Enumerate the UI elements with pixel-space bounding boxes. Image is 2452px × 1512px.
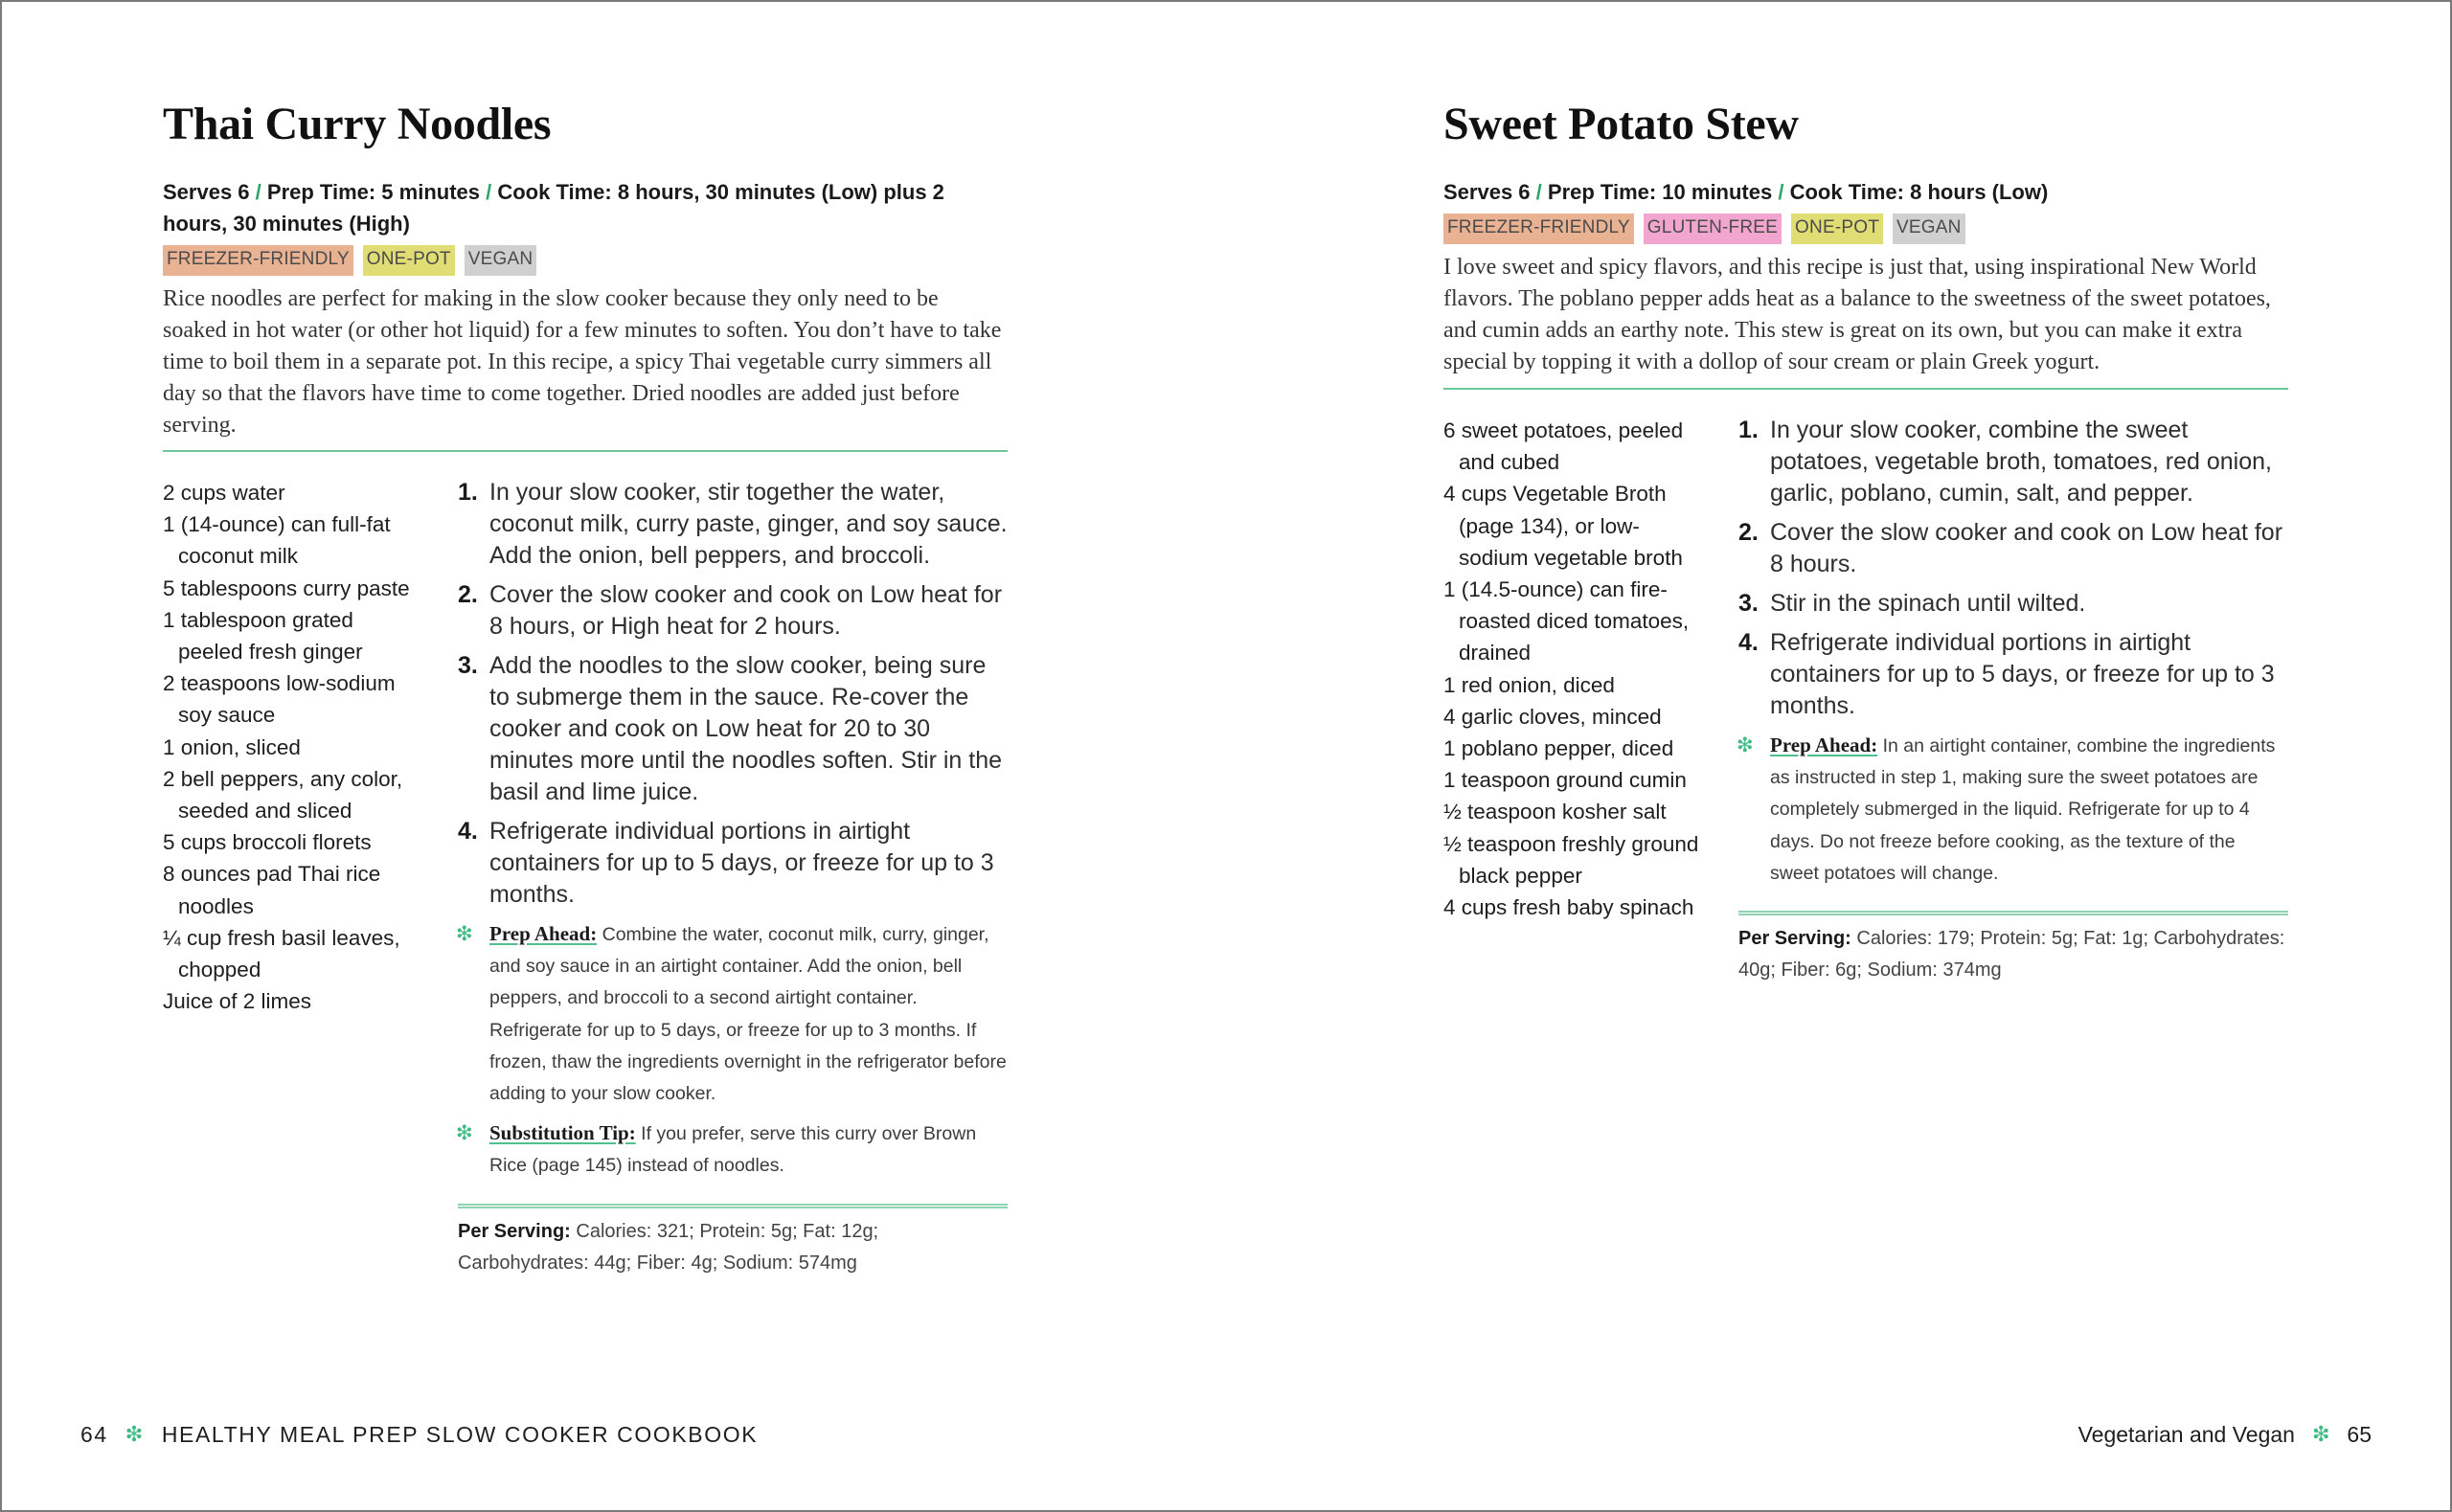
per-serving-label: Per Serving: [1738,928,1851,950]
step-item [1738,517,2288,580]
serves: Serves 6 [163,180,250,204]
step-text: Stir in the spinach until wilted. [1770,590,2086,617]
instructions [1738,415,2288,986]
ingredient-item: 1 tablespoon grated peeled fresh ginger [163,607,363,665]
tip-substitution [458,1117,1008,1182]
tip-label: Prep Ahead: [489,922,598,945]
divider [1443,388,2288,390]
instructions [458,477,1008,1279]
step-text: Cover the slow cooker and cook on Low heat for 8 hours, or High heat for 2 hours. [489,581,1003,640]
tag-freezer-friendly: FREEZER-FRIENDLY [1443,214,1634,244]
ingredient-list [1443,415,1702,923]
step-item [1738,415,2288,509]
ingredient-item: 2 teaspoons low-sodium soy sauce [163,671,396,728]
step-number: 4. [458,818,478,845]
step-item [458,816,1008,911]
recipe-thai-curry-noodles [163,94,1008,1274]
ingredient-item: 2 cups water [163,481,285,505]
step-text: Add the noodles to the slow cooker, being sure to submerge them in the sauce. Re-cover the cooker and cook on Low heat for 20 to 30 minutes more until the noodles soften. Stir in the basil and lime juice. [489,652,1003,805]
divider [163,450,1008,452]
tip-label: Prep Ahead: [1770,733,1878,756]
tag-one-pot: ONE-POT [1791,214,1883,244]
page-number-left: 64 [80,1422,108,1447]
step-item [1738,588,2288,620]
book-title: HEALTHY MEAL PREP SLOW COOKER COOKBOOK [161,1422,759,1447]
per-serving-label: Per Serving: [458,1220,571,1242]
sparkle-icon: ❇ [456,1122,473,1145]
ingredient-item: 1 poblano pepper, diced [1443,736,1674,761]
ingredient-item: Juice of 2 limes [163,989,312,1014]
ingredient-item: 2 bell peppers, any color, seeded and sliced [163,766,403,824]
recipe-sweet-potato-stew [1443,94,2288,982]
ingredient-item: 6 sweet potatoes, peeled and cubed [1443,418,1684,475]
tip-label: Substitution Tip: [489,1121,636,1145]
recipe-title: Thai Curry Noodles [163,99,552,149]
step-number: 1. [458,479,478,506]
ingredient-item: ½ teaspoon kosher salt [1443,800,1667,824]
tip-prep-ahead [1738,730,2288,890]
step-item [458,579,1008,643]
ingredient-item: 1 teaspoon ground cumin [1443,768,1687,793]
prep-time: Prep Time: 10 minutes [1547,180,1773,204]
separator: / [255,180,267,204]
footer-right [2078,1417,2372,1452]
separator: / [486,180,498,204]
tip-list [458,918,1008,1183]
ingredient-item: 4 cups Vegetable Broth (page 134), or low-sodium vegetable broth [1443,482,1683,570]
ingredient-item: 1 red onion, diced [1443,672,1615,697]
ingredient-list [163,477,421,1017]
step-text: In your slow cooker, combine the sweet potatoes, vegetable broth, tomatoes, red onion, garlic, poblano, cumin, salt, and pepper. [1770,417,2272,507]
sparkle-icon: ❇ [456,923,473,945]
sparkle-icon: ❇ [2311,1422,2330,1446]
per-serving [458,1204,1008,1279]
ingredient-item: ½ teaspoon freshly ground black pepper [1443,831,1699,888]
prep-time: Prep Time: 5 minutes [266,180,480,204]
step-item [458,650,1008,808]
step-list [458,477,1008,911]
step-item [1738,627,2288,722]
step-number: 3. [458,652,478,679]
step-text: In your slow cooker, stir together the water, coconut milk, curry paste, ginger, and soy sauce. Add the onion, bell peppers, and broccoli. [489,479,1008,569]
ingredient-item: 4 cups fresh baby spinach [1443,895,1694,920]
ingredient-item: 1 (14.5-ounce) can fire-roasted diced tomatoes, drained [1443,577,1690,666]
tag-one-pot: ONE-POT [363,245,455,276]
step-number: 1. [1738,417,1759,443]
ingredient-item: 1 (14-ounce) can full-fat coconut milk [163,512,391,569]
ingredient-item: 5 tablespoons curry paste [163,575,410,600]
separator: / [1778,180,1790,204]
recipe-meta [1443,176,2288,208]
step-number: 4. [1738,629,1759,656]
tip-text: Combine the water, coconut milk, curry, ginger, and soy sauce in an airtight container. Add the onion, bell peppers, and broccoli to a second airtight container. Refrigerate for up to 5 days, or freeze for up to 3 months. If frozen, thaw the ingredients overnight in the refrigerator before adding to your slow cooker. [489,924,1007,1105]
tag-list [163,245,1008,276]
tag-freezer-friendly: FREEZER-FRIENDLY [163,245,353,276]
tip-list [1738,730,2288,890]
recipe-title: Sweet Potato Stew [1443,99,1799,149]
section-title: Vegetarian and Vegan [2077,1422,2295,1447]
tip-text: In an airtight container, combine the ingredients as instructed in step 1, making sure the sweet potatoes are completely submerged in the liquid. Refrigerate for up to 4 days. Do not freeze before cooking, as the texture of the sweet potatoes will change. [1770,735,2276,884]
cook-time: Cook Time: 8 hours (Low) [1789,180,2049,204]
tip-text: If you prefer, serve this curry over Brown Rice (page 145) instead of noodles. [489,1123,977,1177]
step-number: 2. [458,581,478,608]
tag-list [1443,214,2288,244]
step-text: Refrigerate individual portions in airtight containers for up to 5 days, or freeze for up to 3 months. [489,818,994,908]
tag-vegan: VEGAN [1893,214,1965,244]
step-number: 2. [1738,519,1759,546]
sparkle-icon: ❇ [1737,734,1754,756]
tag-vegan: VEGAN [465,245,537,276]
recipe-meta [163,176,1008,239]
step-list [1738,415,2288,722]
ingredient-item: 4 garlic cloves, minced [1443,704,1662,729]
recipe-intro: I love sweet and spicy flavors, and this recipe is just that, using inspirational New World flavors. The poblano pepper adds heat as a balance to the sweetness of the sweet potatoes, and cumin adds an earthy note. This stew is great on its own, but you can make it extra special by topping it with a dollop of sour cream or plain Greek yogurt. [1443,255,2271,374]
per-serving-text: Calories: 321; Protein: 5g; Fat: 12g; Carbohydrates: 44g; Fiber: 4g; Sodium: 574mg [458,1220,879,1274]
tip-prep-ahead [458,918,1008,1110]
ingredient-item: 1 onion, sliced [163,734,301,759]
separator: / [1535,180,1548,204]
ingredient-item: 5 cups broccoli florets [163,830,372,855]
recipe-intro: Rice noodles are perfect for making in the slow cooker because they only need to be soaked in hot water (or other hot liquid) for a few minutes to soften. You don’t have to take time to boil them in a separate pot. In this recipe, a spicy Thai vegetable curry simmers all day so that the flavors have time to come together. Dried noodles are added just before serving. [163,286,1002,438]
step-item [458,477,1008,572]
ingredient-item: 8 ounces pad Thai rice noodles [163,862,381,918]
footer-left [80,1417,758,1452]
ingredient-item: ¼ cup fresh basil leaves, chopped [163,925,400,982]
page-number-right: 65 [2347,1422,2372,1447]
per-serving-text: Calories: 179; Protein: 5g; Fat: 1g; Carbohydrates: 40g; Fiber: 6g; Sodium: 374mg [1738,928,2285,982]
cook-time: Cook Time: 8 hours, 30 minutes (Low) plus 2 hours, 30 minutes (High) [163,180,944,236]
serves: Serves 6 [1443,180,1531,204]
step-text: Cover the slow cooker and cook on Low heat for 8 hours. [1770,519,2283,577]
tag-gluten-free: GLUTEN-FREE [1644,214,1782,244]
step-number: 3. [1738,590,1759,617]
per-serving [1738,911,2288,986]
step-text: Refrigerate individual portions in airtight containers for up to 5 days, or freeze for up to 3 months. [1770,629,2275,719]
sparkle-icon: ❇ [125,1422,145,1446]
